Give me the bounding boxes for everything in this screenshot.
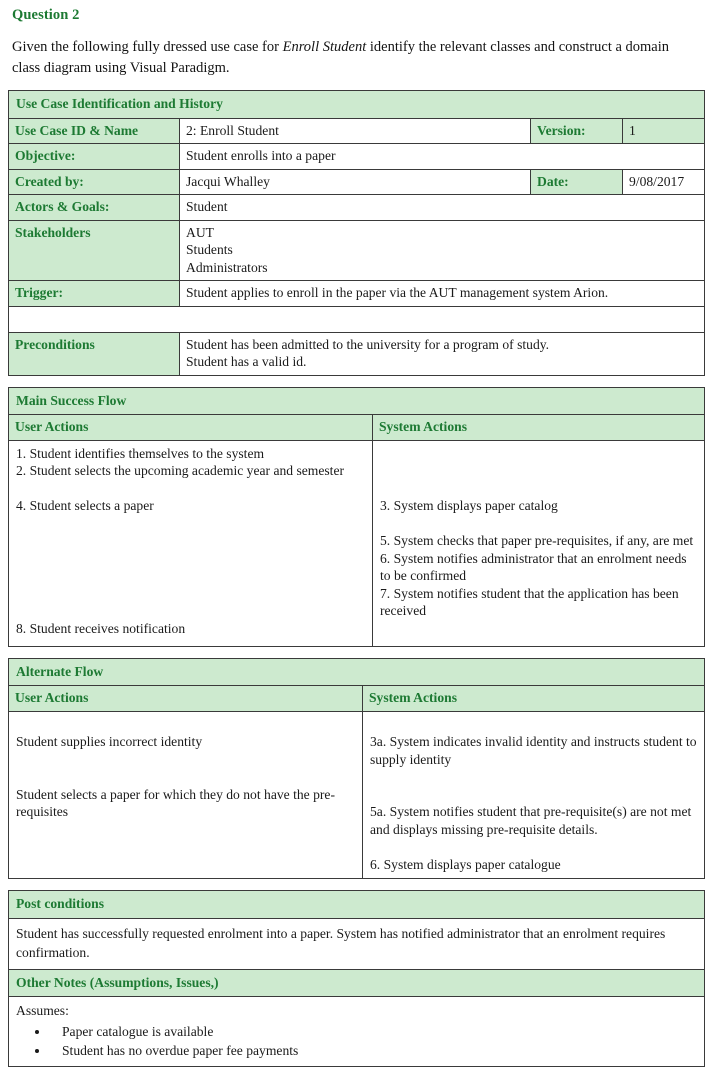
list-item: • Paper catalogue is available [50, 1022, 697, 1041]
spacer-above-identification [7, 79, 703, 90]
precondition-item: Student has been admitted to the university for a program of study. [186, 336, 550, 352]
table-row [9, 387, 705, 415]
system-action-step: 7. System notifies student that the application has been received [380, 585, 679, 618]
section-header-main-success-flow: Main Success Flow [9, 387, 705, 415]
user-action-step: 2. Student selects the upcoming academic year and semester [16, 463, 345, 478]
cell-alt-user-actions [9, 711, 363, 879]
assumptions-list [16, 1022, 697, 1060]
label-version: Version: [531, 118, 623, 144]
table-row [9, 144, 705, 170]
blank-line [16, 585, 365, 603]
blank-line [370, 716, 697, 734]
blank-line [380, 445, 697, 463]
alternate-flow-table [8, 658, 705, 880]
spacer-above-alternate-flow [7, 647, 703, 658]
table-row [9, 169, 705, 195]
list-item: • Student has no overdue paper fee payments [50, 1041, 697, 1060]
value-objective: Student enrolls into a paper [180, 144, 705, 170]
blank-line [380, 515, 697, 533]
cell-alt-system-actions [363, 711, 705, 879]
system-action-step: 6. System notifies administrator that an enrolment needs to be confirmed [380, 550, 687, 583]
blank-line [16, 567, 365, 585]
user-action-step: 4. Student selects a paper [16, 498, 154, 513]
value-version: 1 [623, 118, 705, 144]
value-post-conditions: Student has successfully requested enrolment into a paper. System has notified administrator that an enrolment requires confirmation. [9, 918, 705, 969]
blank-line [16, 532, 365, 550]
blank-line [380, 480, 697, 498]
assumes-label: Assumes: [16, 1003, 69, 1018]
label-objective: Objective: [9, 144, 180, 170]
blank-line [16, 550, 365, 568]
table-row [9, 281, 705, 307]
blank-line [16, 515, 365, 533]
main-success-flow-table [8, 387, 705, 647]
table-row [9, 997, 705, 1067]
intro-text-after: identify the relevant classes and construct a domain class diagram using Visual Paradigm. [12, 39, 670, 76]
intro-emphasis: Enroll Student [282, 39, 367, 55]
alt-system-action: 5a. System notifies student that pre-requisite(s) are not met and displays missing pre-requisite details. [370, 804, 692, 837]
table-row [9, 918, 705, 969]
blank-line [16, 716, 355, 734]
use-case-identification-table [8, 90, 705, 376]
value-stakeholders [180, 220, 705, 281]
alt-system-action: 3a. System indicates invalid identity and instructs student to supply identity [370, 734, 697, 767]
section-header-other-notes: Other Notes (Assumptions, Issues,) [9, 969, 705, 997]
blank-line [370, 768, 697, 786]
label-stakeholders: Stakeholders [9, 220, 180, 281]
table-row-blank [9, 306, 705, 332]
label-created-by: Created by: [9, 169, 180, 195]
column-header-user-actions-alt: User Actions [9, 686, 363, 712]
cell-main-user-actions [9, 440, 373, 646]
value-trigger: Student applies to enroll in the paper via the AUT management system Arion. [180, 281, 705, 307]
label-use-case-id: Use Case ID & Name [9, 118, 180, 144]
column-header-system-actions-alt: System Actions [363, 686, 705, 712]
blank-line [370, 786, 697, 804]
table-row [9, 118, 705, 144]
alt-system-action: 6. System displays paper catalogue [370, 856, 561, 872]
label-preconditions: Preconditions [9, 332, 180, 375]
section-header-alternate-flow: Alternate Flow [9, 658, 705, 686]
label-actors-goals: Actors & Goals: [9, 195, 180, 221]
column-header-system-actions: System Actions [373, 415, 705, 441]
table-row [9, 658, 705, 686]
value-preconditions [180, 332, 705, 375]
stakeholder-item: Students [186, 242, 233, 257]
value-actors-goals: Student [180, 195, 705, 221]
intro-text-before: Given the following fully dressed use case for [12, 39, 283, 55]
blank-line [16, 480, 365, 498]
table-row [9, 195, 705, 221]
blank-line [16, 751, 355, 769]
blank-line [380, 462, 697, 480]
section-header-identification: Use Case Identification and History [9, 91, 705, 119]
cell-main-system-actions [373, 440, 705, 646]
table-row [9, 91, 705, 119]
user-action-step: 8. Student receives notification [16, 620, 186, 636]
question-intro [12, 37, 678, 79]
spacer-above-post-conditions [7, 879, 703, 890]
alt-user-action: Student selects a paper for which they do not have the pre-requisites [16, 786, 335, 819]
spacer-above-main-flow [7, 376, 703, 387]
system-action-step: 5. System checks that paper pre-requisites, if any, are met [380, 533, 694, 548]
blank-cell [9, 306, 705, 332]
blank-line [16, 602, 365, 620]
table-row [9, 891, 705, 919]
label-date: Date: [531, 169, 623, 195]
section-header-post-conditions: Post conditions [9, 891, 705, 919]
table-row [9, 440, 705, 646]
table-row [9, 220, 705, 281]
blank-line [16, 768, 355, 786]
user-action-step: 1. Student identifies themselves to the system [16, 445, 265, 461]
column-header-user-actions: User Actions [9, 415, 373, 441]
value-created-by: Jacqui Whalley [180, 169, 531, 195]
precondition-item: Student has a valid id. [186, 354, 307, 369]
table-row [9, 711, 705, 879]
label-trigger: Trigger: [9, 281, 180, 307]
alt-user-action: Student supplies incorrect identity [16, 734, 203, 749]
blank-line [370, 838, 697, 856]
value-date: 9/08/2017 [623, 169, 705, 195]
page-title: Question 2 [12, 7, 80, 23]
table-row [9, 415, 705, 441]
table-row [9, 332, 705, 375]
system-action-step: 3. System displays paper catalog [380, 498, 558, 513]
value-other-notes [9, 997, 705, 1067]
stakeholder-item: Administrators [186, 259, 268, 275]
post-conditions-table [8, 890, 705, 1067]
stakeholder-item: AUT [186, 224, 214, 240]
table-row [9, 969, 705, 997]
value-use-case-id: 2: Enroll Student [180, 118, 531, 144]
table-row [9, 686, 705, 712]
